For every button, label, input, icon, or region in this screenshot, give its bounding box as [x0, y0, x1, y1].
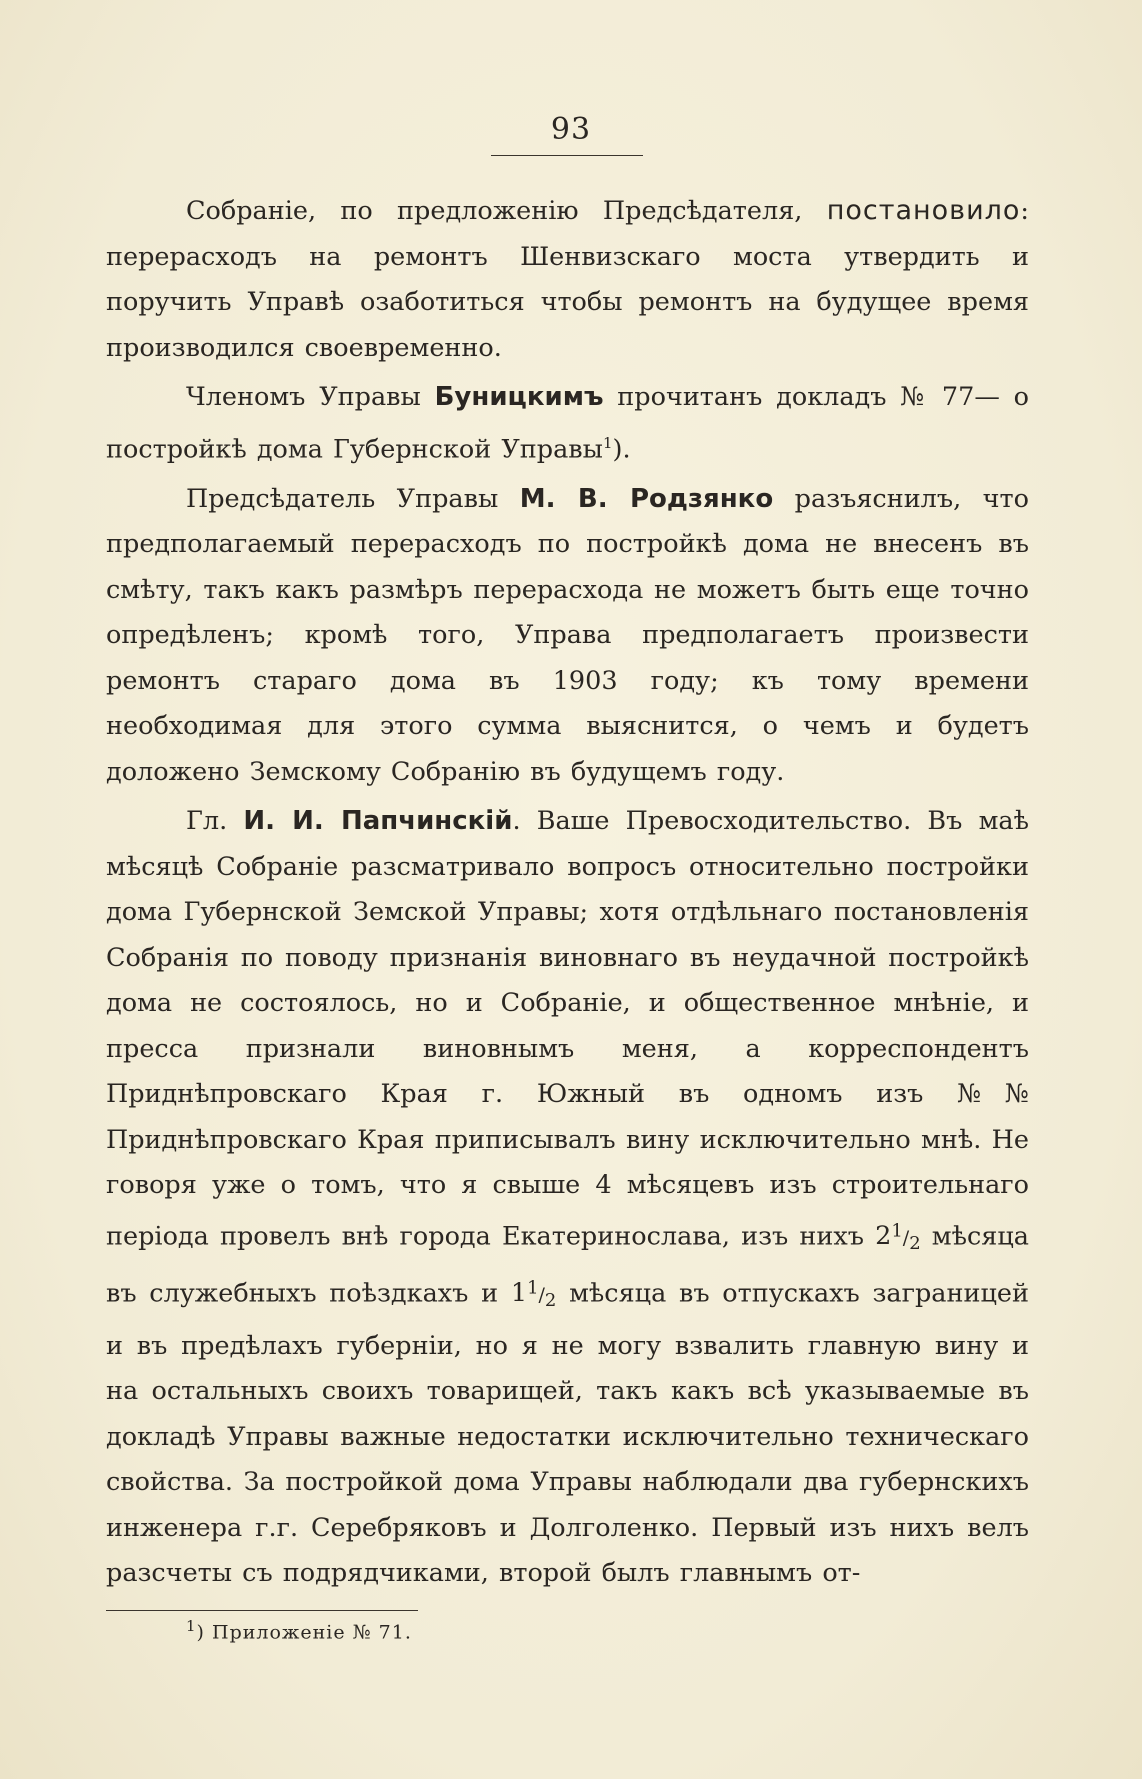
footnote	[186, 1617, 412, 1643]
paragraph-2	[106, 375, 1029, 473]
paragraph-4-text-e: мѣсяца въ отпускахъ заграницей и въ предѣлахъ губерніи, но я не могу взвалить главную вину и на остальныхъ своихъ товарищей, такъ какъ всѣ указываемые въ докладѣ Управы важные недостатки исключительно техническаго свойства. За постройкой дома Управы наблюдали два губернскихъ инженера г.г. Серебряковъ и Долголенко. Первый изъ нихъ велъ разсчеты съ подрядчиками, второй былъ главнымъ от-	[106, 1278, 1029, 1589]
page-number: 93	[550, 112, 592, 147]
paragraph-2-text-c: прочитанъ докладъ № 77— о постройкѣ дома Губернской Управы	[106, 382, 1029, 464]
footnote-text: ) Приложеніе № 71.	[196, 1621, 412, 1644]
fraction-1-whole: 2	[875, 1220, 892, 1251]
resolution-keyword: постановило	[826, 195, 1021, 226]
speaker-name: И. И. Папчинскій	[243, 806, 513, 836]
fraction-2-whole: 1	[510, 1278, 528, 1309]
footnote-marker: 1	[602, 433, 613, 452]
fraction-2-num: 1	[527, 1278, 539, 1300]
fraction-2: $1^1/_2$	[510, 1278, 557, 1312]
footnote-rule	[106, 1610, 418, 1611]
paragraph-4-text-d: мѣсяца въ служебныхъ поѣздкахъ и	[106, 1220, 1029, 1309]
paragraph-2-text-d: ).	[612, 434, 631, 464]
fraction-1: $2^1/_2$	[875, 1220, 921, 1254]
fraction-1-den: 2	[909, 1232, 921, 1254]
paragraph-1-text-c: : перерасходъ на ремонтъ Шенвизскаго моста утвердить и поручить Управѣ озаботиться чтобы ремонтъ на будущее время производился своевременно.	[106, 196, 1029, 363]
header-rule	[491, 155, 643, 156]
paragraph-1-text-a: Собраніе, по предложенію Предсѣдателя,	[186, 196, 827, 226]
body-text	[106, 188, 1029, 1601]
paragraph-3-text-a: Предсѣдатель Управы	[186, 483, 520, 514]
footnote-number: 1	[186, 1617, 197, 1635]
paragraph-3-text-c: разъяснилъ, что предполагаемый перерасходъ по постройкѣ дома не внесенъ въ смѣту, такъ какъ размѣръ перерасхода не можетъ быть еще точно опредѣленъ; кромѣ того, Управа предполагаетъ произвести ремонтъ стараго дома въ 1903 году; къ тому времени необходимая для этого сумма выяснится, о чемъ и будетъ доложено Земскому Собранію въ будущемъ году.	[106, 483, 1029, 787]
speaker-name: М. В. Родзянко	[519, 483, 774, 514]
fraction-1-num: 1	[891, 1220, 903, 1242]
paragraph-2-text-a: Членомъ Управы	[186, 382, 435, 412]
speaker-name: Буницкимъ	[434, 382, 604, 412]
paragraph-1	[106, 188, 1029, 371]
paragraph-3	[106, 477, 1029, 796]
paragraph-4	[106, 799, 1029, 1597]
paragraph-4-text-a: Гл.	[186, 806, 244, 836]
fraction-2-den: 2	[544, 1290, 557, 1312]
paragraph-4-text-c: . Ваше Превосходительство. Въ маѣ мѣсяцѣ Собраніе разсматривало вопросъ относительно постройки дома Губернской Земской Управы; хотя отдѣльнаго постановленія Собранія по поводу признанія виновнаго въ неудачной постройкѣ дома не состоялось, но и Собраніе, и общественное мнѣніе, и пресса признали виновнымъ меня, а корреспондентъ Приднѣпровскаго Края г. Южный въ одномъ изъ №№ Приднѣпровскаго Края приписывалъ вину исключительно мнѣ. Не говоря уже о томъ, что я свыше 4 мѣсяцевъ изъ строительнаго періода провелъ внѣ города Екатеринослава, изъ нихъ	[106, 806, 1029, 1251]
